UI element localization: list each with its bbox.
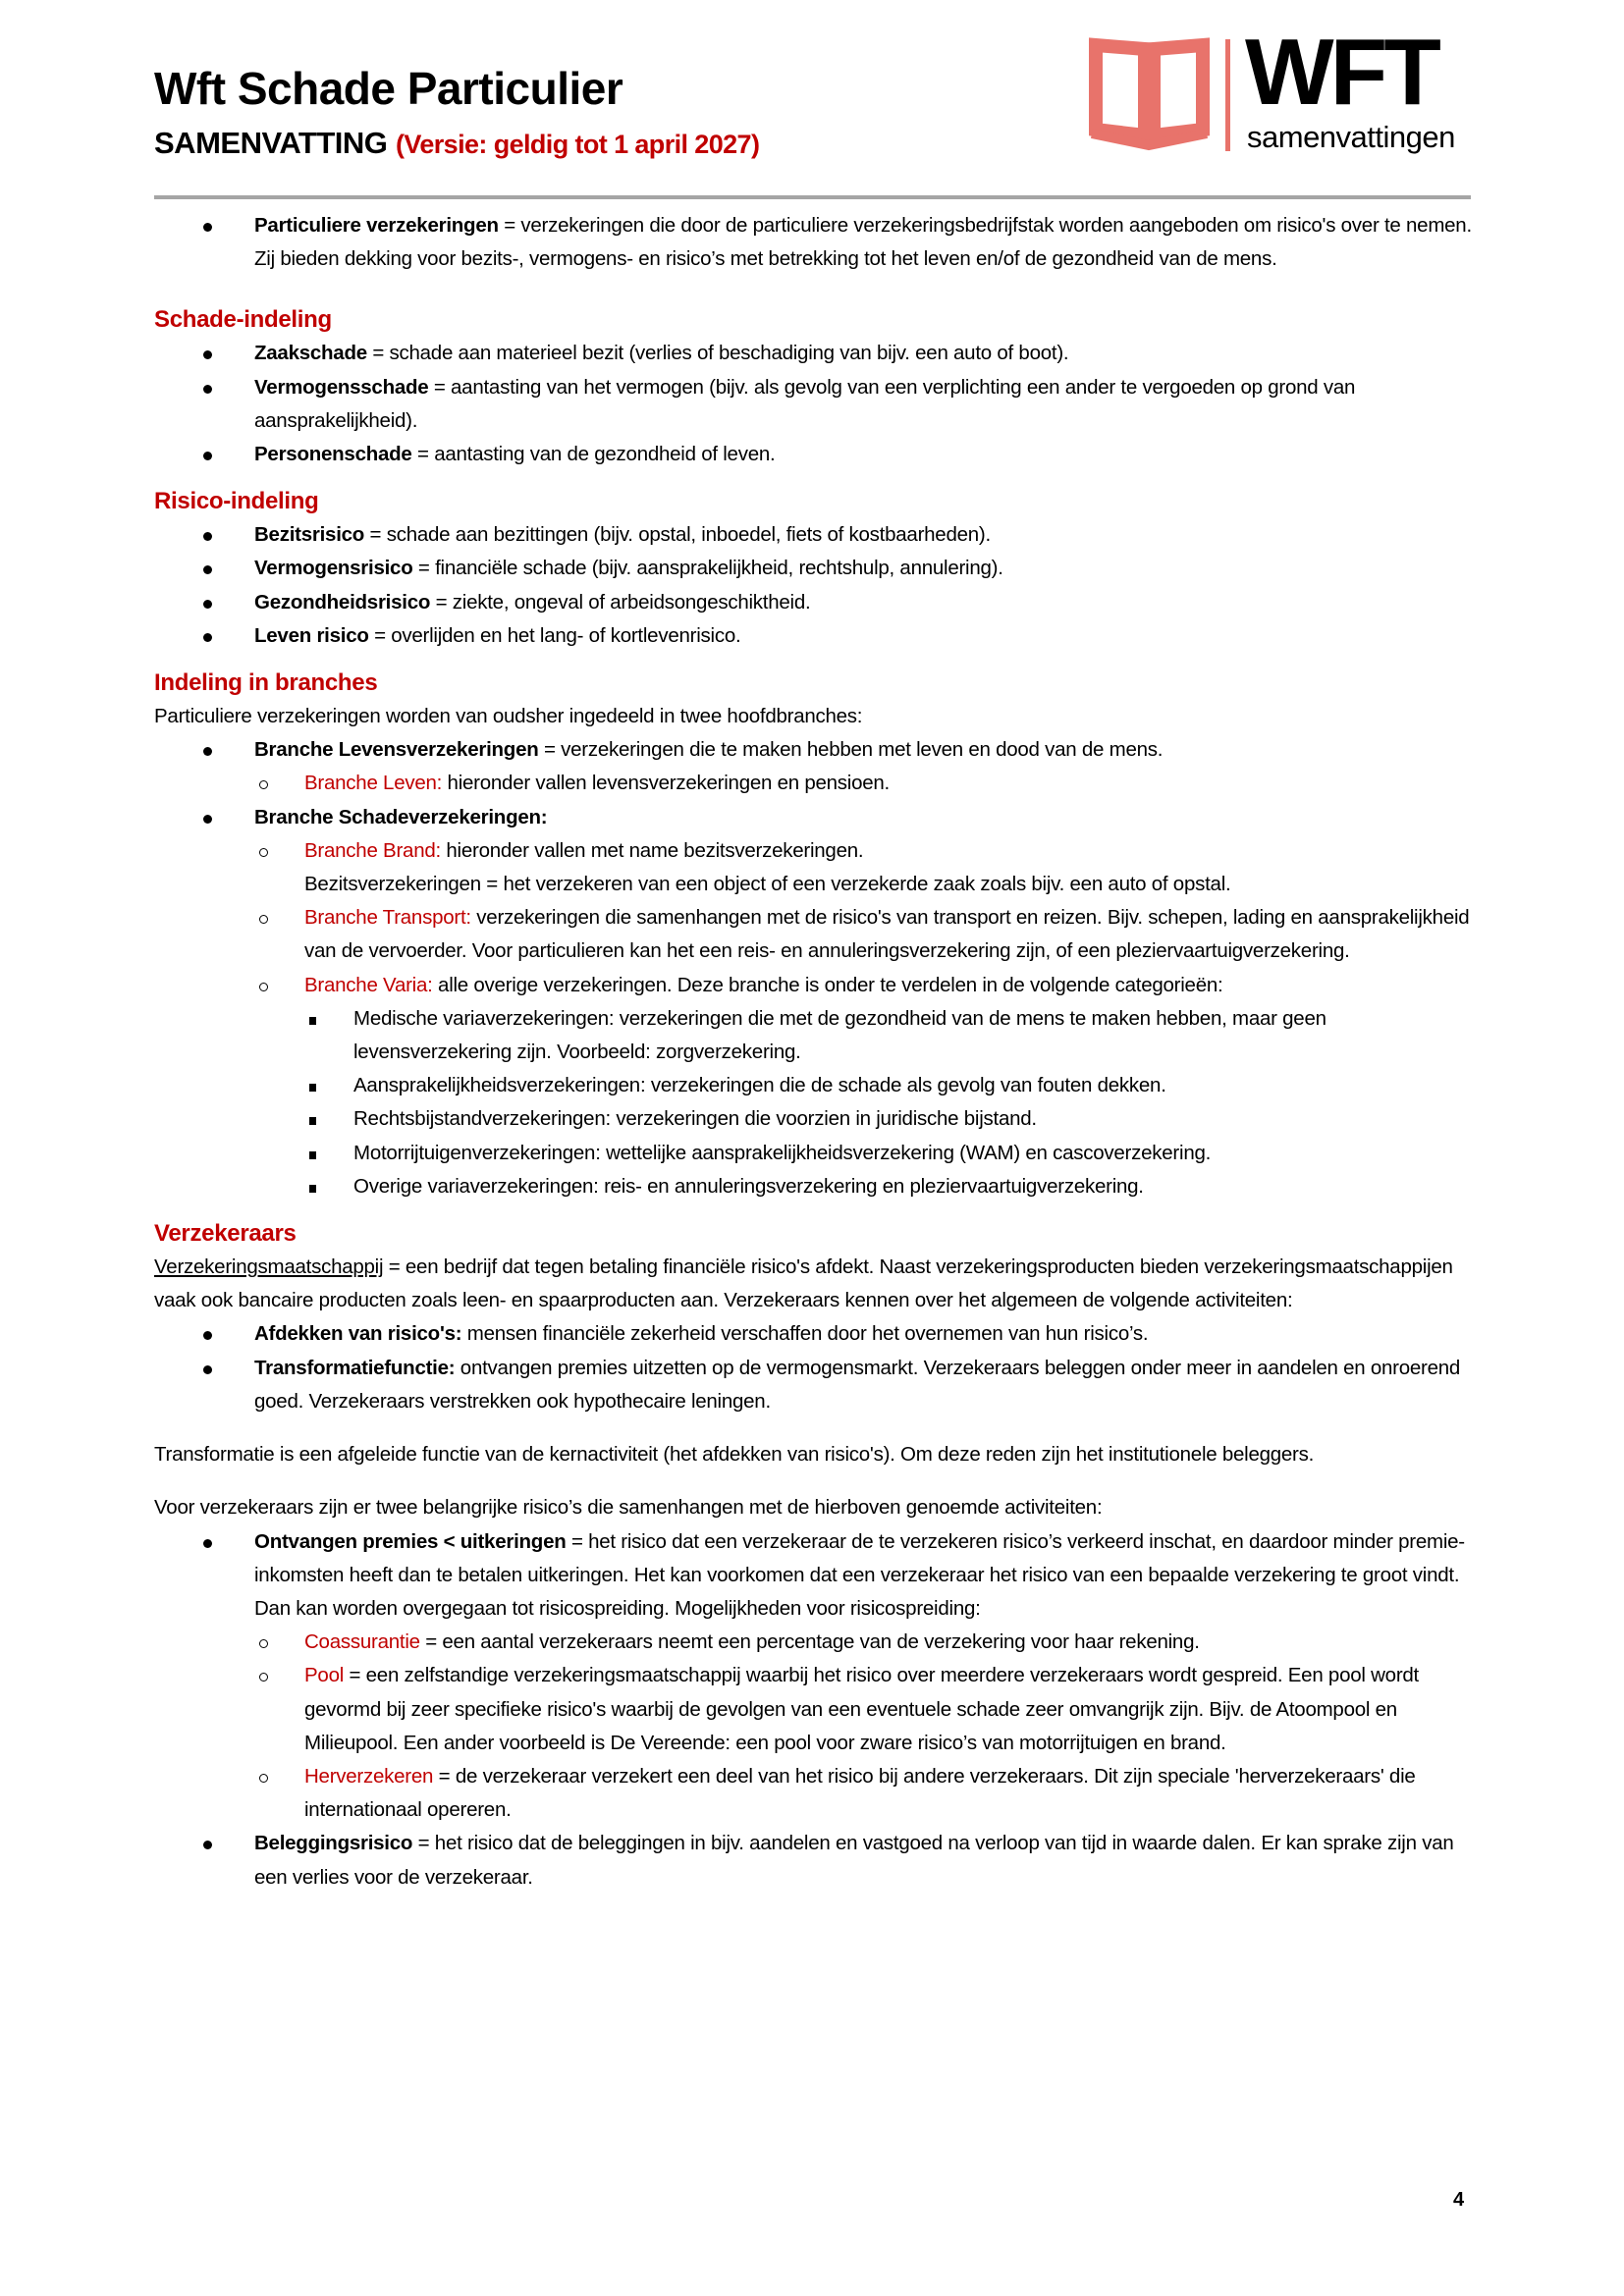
term: Personenschade <box>254 443 412 466</box>
verzekeringsmaatschappij-definition <box>154 1251 1475 1317</box>
bullet-icon <box>203 337 212 370</box>
list-item <box>154 337 1475 370</box>
definition: = ziekte, ongeval of arbeidsongeschiktheid. <box>430 590 811 614</box>
version-note: (Versie: geldig tot 1 april 2027) <box>396 130 760 159</box>
section-heading-branches: Indeling in branches <box>154 669 378 697</box>
logo-tagline: samenvattingen <box>1247 120 1455 154</box>
definition: = overlijden en het lang- of kortlevenrisico. <box>368 623 741 647</box>
term: Leven risico <box>254 623 369 647</box>
schade-indeling-list <box>154 337 1475 471</box>
bullet-icon <box>203 619 212 653</box>
circle-bullet-icon <box>259 1760 268 1793</box>
definition: = aantasting van de gezondheid of leven. <box>411 443 776 466</box>
list-item <box>154 1626 1475 1659</box>
list-item <box>154 1659 1475 1760</box>
term: Branche Brand: <box>304 838 441 862</box>
square-bullet-icon <box>309 1137 316 1170</box>
definition: = het risico dat een verzekeraar de te verzekeren risico’s verkeerd inschat, en daardoor minder premie-inkomsten heeft dan te betalen uitkeringen. Het kan voorkomen dat een verzekeraar het risico van een bepaalde verzekering te groot vindt. Dan kan worden overgegaan tot risicospreiding. Mogelijkheden voor risicospreiding: <box>254 1529 1465 1620</box>
list-item <box>154 733 1475 767</box>
list-item <box>154 1069 1475 1102</box>
list-item <box>154 438 1475 471</box>
term: Zaakschade <box>254 342 367 365</box>
list-item <box>154 1137 1475 1170</box>
bullet-icon <box>203 1317 212 1351</box>
open-book-icon <box>1088 35 1211 153</box>
document-title: Wft Schade Particulier <box>154 63 623 114</box>
varia-text: Medische variaverzekeringen: verzekeringen die met de gezondheid van de mens te maken hebben, maar geen levensverzekering zijn. Voorbeeld: zorgverzekering. <box>353 1006 1326 1064</box>
definition: verzekeringen die samenhangen met de risico's van transport en reizen. Bijv. schepen, lading en aansprakelijkheid van de vervoerder. Voor particulieren kan het een reis- en annuleringsverzekering zijn, of een pleziervaartuigverzekering. <box>304 906 1470 963</box>
page-number: 4 <box>1453 2189 1465 2211</box>
bullet-icon <box>203 438 212 471</box>
term: Pool <box>304 1664 345 1687</box>
term: Gezondheidsrisico <box>254 590 431 614</box>
definition: = financiële schade (bijv. aansprakelijkheid, rechtshulp, annulering). <box>412 557 1003 580</box>
definition: hieronder vallen levensverzekeringen en pensioen. <box>442 772 890 795</box>
definition: = schade aan materieel bezit (verlies of beschadiging van bijv. een auto of boot). <box>366 342 1069 365</box>
definition: = een bedrijf dat tegen betaling financiële risico's afdekt. Naast verzekeringsproducten bieden verzekeringsmaatschappijen vaak ook bancaire producten zoals leen- en spaarproducten aan. Verzekeraars kennen over het algemeen de volgende activiteiten: <box>154 1255 1453 1312</box>
term: Vermogensrisico <box>254 557 413 580</box>
list-item <box>154 1317 1475 1351</box>
varia-text: Motorrijtuigenverzekeringen: wettelijke aansprakelijkheidsverzekering (WAM) en cascoverzekering. <box>353 1141 1212 1164</box>
circle-bullet-icon <box>259 1659 268 1692</box>
definition: = een aantal verzekeraars neemt een percentage van de verzekering voor haar rekening. <box>419 1630 1200 1654</box>
square-bullet-icon <box>309 1170 316 1203</box>
list-item <box>154 586 1475 619</box>
definition: alle overige verzekeringen. Deze branche is onder te verdelen in de volgende categorieën: <box>432 973 1223 996</box>
bullet-icon <box>203 586 212 619</box>
bullet-icon <box>203 518 212 552</box>
definition: = een zelfstandige verzekeringsmaatschappij waarbij het risico over meerdere verzekeraars wordt gespreid. Een pool wordt gevormd bij zeer specifieke risico's waarbij de gevolgen van een eventuele schade zeer omvangrijk zijn. Bijv. de Atoompool en Milieupool. Een ander voorbeeld is De Vereende: een pool voor zware risico’s van motorrijtuigen en brand. <box>304 1664 1419 1754</box>
list-item <box>154 209 1475 276</box>
list-item <box>154 1102 1475 1136</box>
list-item <box>154 1170 1475 1203</box>
square-bullet-icon <box>309 1102 316 1136</box>
circle-bullet-icon <box>259 901 268 934</box>
term: Bezitsrisico <box>254 523 365 547</box>
list-item <box>154 1352 1475 1418</box>
list-item <box>154 969 1475 1002</box>
definition: hieronder vallen met name bezitsverzekeringen. <box>440 838 864 862</box>
logo-divider <box>1225 39 1230 151</box>
definition: ontvangen premies uitzetten op de vermogensmarkt. Verzekeraars beleggen onder meer in aandelen en onroerend goed. Verzekeraars verstrekken ook hypothecaire leningen. <box>254 1356 1461 1413</box>
section-heading-verzekeraars: Verzekeraars <box>154 1220 297 1248</box>
definition: = verzekeringen die te maken hebben met leven en dood van de mens. <box>538 738 1164 762</box>
bullet-icon <box>203 1827 212 1860</box>
list-item <box>154 371 1475 438</box>
term: Branche Levensverzekeringen <box>254 738 539 762</box>
term: Beleggingsrisico <box>254 1832 413 1855</box>
definition: = de verzekeraar verzekert een deel van het risico bij andere verzekeraars. Dit zijn speciale 'herverzekeraars' die internationaal opereren. <box>304 1764 1416 1822</box>
term: Vermogensschade <box>254 375 429 399</box>
term: Branche Varia: <box>304 973 433 996</box>
list-item <box>154 552 1475 585</box>
section-heading-risico-indeling: Risico-indeling <box>154 488 319 515</box>
definition-extra: Bezitsverzekeringen = het verzekeren van een object of een verzekerde zaak zoals bijv. een auto of opstal. <box>304 873 1231 896</box>
list-item <box>154 901 1475 968</box>
circle-bullet-icon <box>259 969 268 1002</box>
list-item <box>154 1760 1475 1827</box>
definition: = aantasting van het vermogen (bijv. als gevolg van een verplichting een ander te vergoeden op grond van aansprakelijkheid). <box>254 375 1356 432</box>
term: Particuliere verzekeringen <box>254 214 499 237</box>
term: Herverzekeren <box>304 1764 434 1788</box>
risico-indeling-list <box>154 518 1475 653</box>
square-bullet-icon <box>309 1069 316 1102</box>
list-item <box>154 518 1475 552</box>
section-heading-schade-indeling: Schade-indeling <box>154 306 332 334</box>
list-item <box>154 1002 1475 1069</box>
document-body <box>154 209 1475 1895</box>
bullet-icon <box>203 552 212 585</box>
definition: = verzekeringen die door de particuliere verzekeringsbedrijfstak worden aangeboden om risico's over te nemen. Zij bieden dekking voor bezits-, vermogens- en risico’s met betrekking tot het leven en/of de gezondheid van de mens. <box>254 214 1472 271</box>
circle-bullet-icon <box>259 834 268 868</box>
header-separator <box>154 195 1471 199</box>
varia-text: Rechtsbijstandverzekeringen: verzekeringen die voorzien in juridische bijstand. <box>353 1107 1037 1131</box>
document-subtitle <box>154 124 759 164</box>
wft-logo <box>1088 20 1481 163</box>
circle-bullet-icon <box>259 767 268 800</box>
term: Branche Leven: <box>304 772 443 795</box>
list-item <box>154 801 1475 834</box>
term: Afdekken van risico's: <box>254 1322 462 1346</box>
term: Branche Transport: <box>304 906 471 930</box>
varia-text: Aansprakelijkheidsverzekeringen: verzekeringen die de schade als gevolg van fouten dekken. <box>353 1074 1166 1097</box>
circle-bullet-icon <box>259 1626 268 1659</box>
risks-intro: Voor verzekeraars zijn er twee belangrijke risico’s die samenhangen met de hierboven genoemde activiteiten: <box>154 1496 1103 1520</box>
transformatie-note: Transformatie is een afgeleide functie van de kernactiviteit (het afdekken van risico's). Om deze reden zijn het institutionele beleggers. <box>154 1443 1315 1467</box>
branches-intro: Particuliere verzekeringen worden van oudsher ingedeeld in twee hoofdbranches: <box>154 705 863 728</box>
list-item <box>154 1827 1475 1894</box>
square-bullet-icon <box>309 1002 316 1036</box>
bullet-icon <box>203 733 212 767</box>
list-item <box>154 619 1475 653</box>
logo-wordmark: WFT <box>1245 20 1437 125</box>
term: Ontvangen premies < uitkeringen <box>254 1529 567 1553</box>
list-item <box>154 767 1475 800</box>
term: Transformatiefunctie: <box>254 1356 456 1379</box>
term: Branche Schadeverzekeringen: <box>254 805 548 828</box>
bullet-icon <box>203 371 212 404</box>
term: Verzekeringsmaatschappij <box>154 1255 384 1279</box>
bullet-icon <box>203 1525 212 1559</box>
varia-text: Overige variaverzekeringen: reis- en annuleringsverzekering en pleziervaartuigverzekering. <box>353 1174 1144 1198</box>
term: Coassurantie <box>304 1630 420 1654</box>
definition: = het risico dat de beleggingen in bijv. aandelen en vastgoed na verloop van tijd in waarde dalen. Er kan sprake zijn van een verlies voor de verzekeraar. <box>254 1832 1454 1889</box>
list-item <box>154 1525 1475 1627</box>
definition: = schade aan bezittingen (bijv. opstal, inboedel, fiets of kostbaarheden). <box>364 523 991 547</box>
bullet-icon <box>203 801 212 834</box>
definition: mensen financiële zekerheid verschaffen door het overnemen van hun risico’s. <box>461 1322 1149 1346</box>
list-item <box>154 834 1475 901</box>
bullet-icon <box>203 1352 212 1385</box>
bullet-icon <box>203 209 212 242</box>
subtitle-label: SAMENVATTING <box>154 126 388 160</box>
